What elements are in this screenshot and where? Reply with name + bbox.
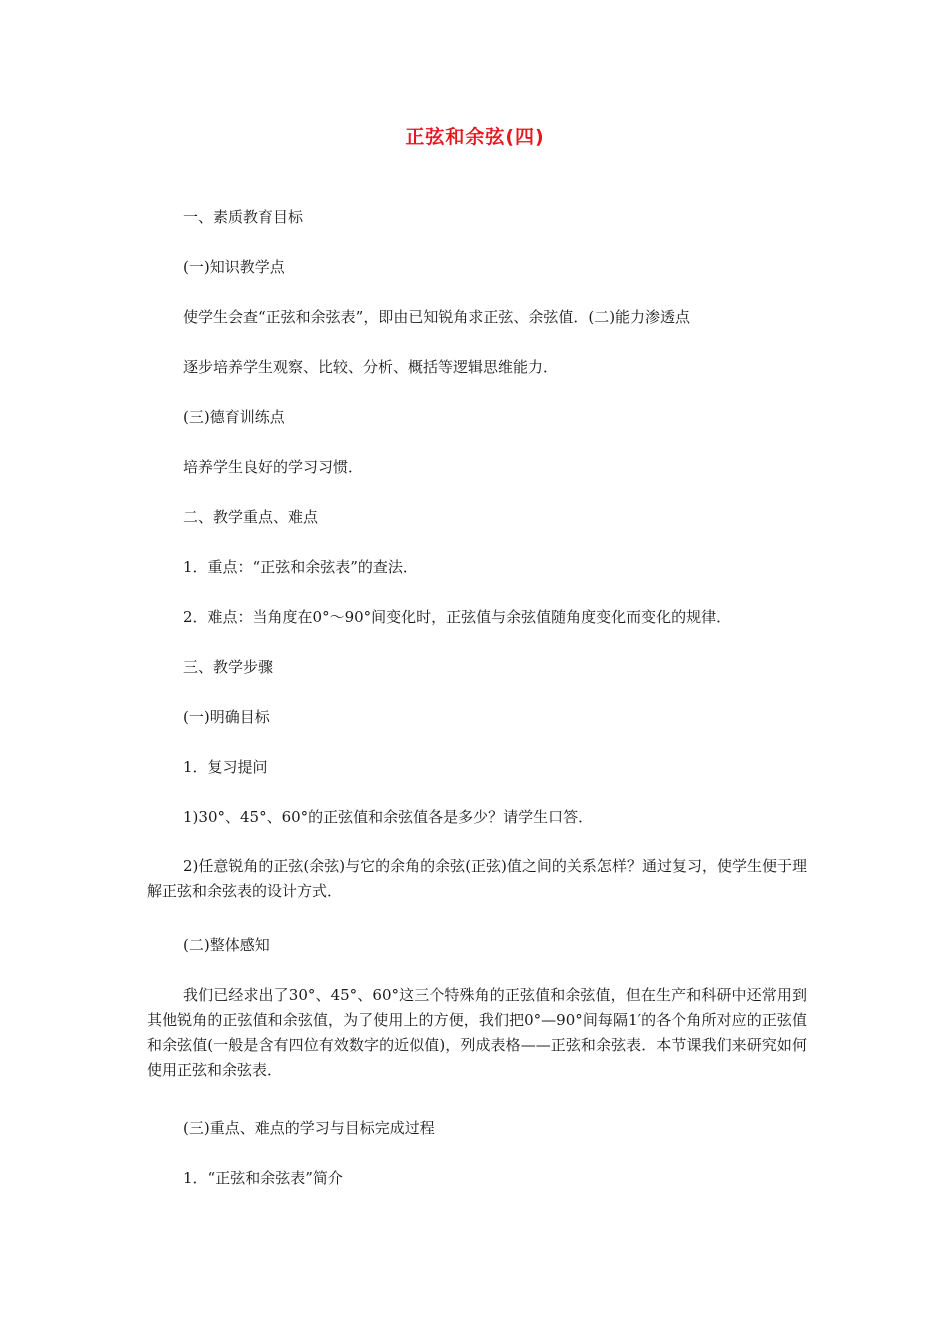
section-heading-key-points: 二、教学重点、难点 <box>183 508 319 526</box>
text-ability: 逐步培养学生观察、比较、分析、概括等逻辑思维能力． <box>183 358 559 376</box>
subheading-overall-perception: (二)整体感知 <box>183 936 270 954</box>
section-heading-goals: 一、素质教育目标 <box>183 208 304 226</box>
text-moral: 培养学生良好的学习习惯． <box>183 458 364 476</box>
text-question-1: 1)30°、45°、60°的正弦值和余弦值各是多少？请学生口答． <box>183 808 594 826</box>
text-difficult-point: 2．难点：当角度在0°～90°间变化时，正弦值与余弦值随角度变化而变化的规律． <box>183 608 732 626</box>
text-review-question: 1．复习提问 <box>183 758 268 776</box>
document-title: 正弦和余弦(四) <box>405 126 545 148</box>
subheading-moral: (三)德育训练点 <box>183 408 285 426</box>
text-key-point: 1．重点：“正弦和余弦表”的查法． <box>183 558 418 576</box>
subheading-learning-process: (三)重点、难点的学习与目标完成过程 <box>183 1119 435 1137</box>
subheading-clear-goals: (一)明确目标 <box>183 708 270 726</box>
paragraph-question-2: 2)任意锐角的正弦(余弦)与它的余角的余弦(正弦)值之间的关系怎样？通过复习，使学生便于理解正弦和余弦表的设计方式． <box>147 857 807 900</box>
paragraph-perception: 我们已经求出了30°、45°、60°这三个特殊角的正弦值和余弦值，但在生产和科研中还常用到其他锐角的正弦值和余弦值，为了使用上的方便，我们把0°—90°间每隔1′的各个角所对应的正弦值和余弦值(一般是含有四位有效数字的近似值)，列成表格——正弦和余弦表．本节课我们来研究如何使用正弦和余弦表． <box>147 986 807 1079</box>
subheading-knowledge: (一)知识教学点 <box>183 258 285 276</box>
text-table-intro: 1．“正弦和余弦表”简介 <box>183 1169 343 1187</box>
section-heading-steps: 三、教学步骤 <box>183 658 274 676</box>
text-knowledge: 使学生会查“正弦和余弦表”，即由已知锐角求正弦、余弦值．(二)能力渗透点 <box>183 308 691 326</box>
